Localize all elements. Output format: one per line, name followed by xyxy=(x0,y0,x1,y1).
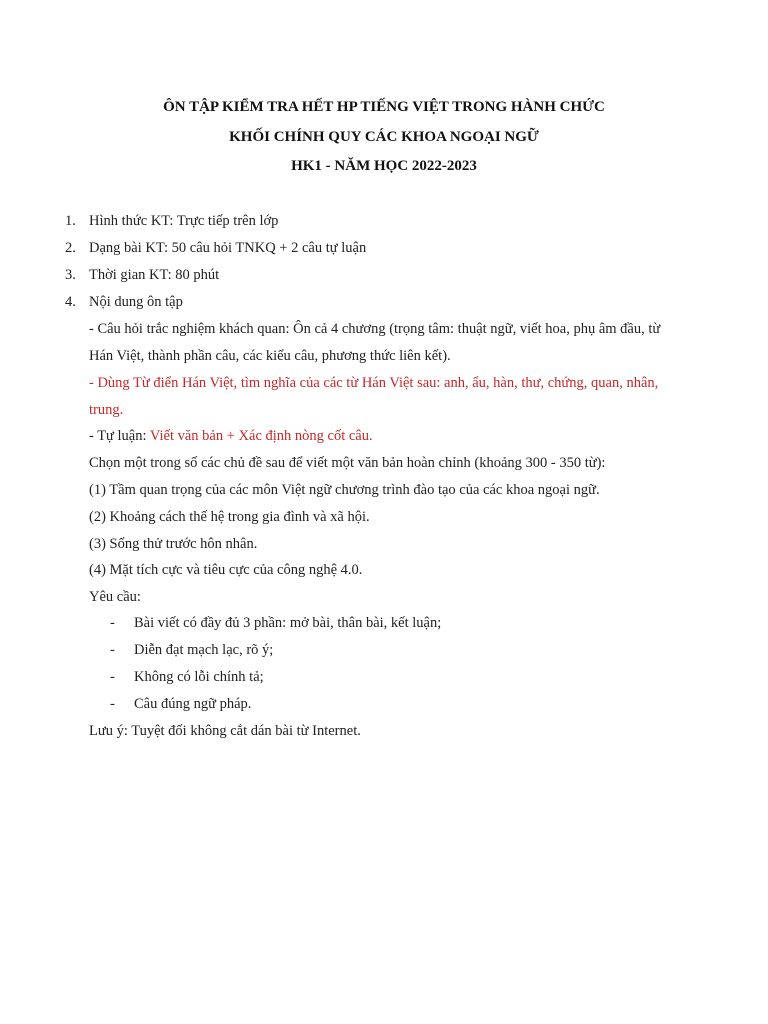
list-item-review-content xyxy=(65,294,183,311)
bullet-dash: - xyxy=(110,696,115,712)
list-number: 2. xyxy=(65,240,76,256)
topic-4: (4) Mặt tích cực và tiêu cực của công nghệ 4.0. xyxy=(89,562,363,578)
list-number: 4. xyxy=(65,294,76,310)
topic-2: (2) Khoảng cách thế hệ trong gia đình và xã hội. xyxy=(89,509,370,525)
essay-prefix: - Tự luận: xyxy=(89,428,150,444)
list-item-text: Dạng bài KT: 50 câu hỏi TNKQ + 2 câu tự luận xyxy=(89,240,367,256)
list-item-exam-format xyxy=(65,213,278,230)
list-item-text: Hình thức KT: Trực tiếp trên lớp xyxy=(89,213,279,229)
requirement-text: Câu đúng ngữ pháp. xyxy=(134,696,252,712)
bullet-dash: - xyxy=(110,615,115,631)
list-number: 3. xyxy=(65,267,76,283)
dictionary-task-line2: trung. xyxy=(89,402,124,418)
requirement-text: Diễn đạt mạch lạc, rõ ý; xyxy=(134,642,274,658)
list-number: 1. xyxy=(65,213,76,229)
requirement-item xyxy=(110,696,251,713)
essay-highlight: Viết văn bản + Xác định nòng cốt câu. xyxy=(149,428,373,444)
list-item-exam-type xyxy=(65,240,366,257)
requirement-item xyxy=(110,615,441,632)
requirement-item xyxy=(110,642,273,659)
requirement-text: Không có lỗi chính tả; xyxy=(134,669,264,685)
doc-title-line3: HK1 - NĂM HỌC 2022-2023 xyxy=(291,158,477,174)
list-item-text: Nội dung ôn tập xyxy=(89,294,183,310)
doc-title-line2: KHỐI CHÍNH QUY CÁC KHOA NGOẠI NGỮ xyxy=(229,129,539,145)
mcq-description-line2: Hán Việt, thành phần câu, các kiểu câu, phương thức liên kết). xyxy=(89,348,451,364)
requirement-text: Bài viết có đầy đủ 3 phần: mở bài, thân bài, kết luận; xyxy=(134,615,442,631)
topic-3: (3) Sống thử trước hôn nhân. xyxy=(89,536,258,552)
essay-line xyxy=(89,428,373,445)
topic-1: (1) Tầm quan trọng của các môn Việt ngữ chương trình đào tạo của các khoa ngoại ngữ. xyxy=(89,482,600,498)
note-line: Lưu ý: Tuyệt đối không cắt dán bài từ Internet. xyxy=(89,723,361,739)
doc-title-line1: ÔN TẬP KIỂM TRA HẾT HP TIẾNG VIỆT TRONG HÀNH CHỨC xyxy=(163,99,605,115)
mcq-description-line1: - Câu hỏi trắc nghiệm khách quan: Ôn cả 4 chương (trọng tâm: thuật ngữ, viết hoa, phụ âm đầu, từ xyxy=(89,321,661,337)
requirements-label: Yêu cầu: xyxy=(89,589,141,605)
list-item-text: Thời gian KT: 80 phút xyxy=(89,267,220,283)
list-item-exam-time xyxy=(65,267,219,284)
dictionary-task-line1: - Dùng Từ điển Hán Việt, tìm nghĩa của các từ Hán Việt sau: anh, ẩu, hàn, thư, chứng, quan, nhân, xyxy=(89,375,659,391)
requirement-item xyxy=(110,669,264,686)
bullet-dash: - xyxy=(110,669,115,685)
choose-topic-instruction: Chọn một trong số các chủ đề sau để viết một văn bản hoàn chỉnh (khoảng 300 - 350 từ): xyxy=(89,455,606,471)
bullet-dash: - xyxy=(110,642,115,658)
